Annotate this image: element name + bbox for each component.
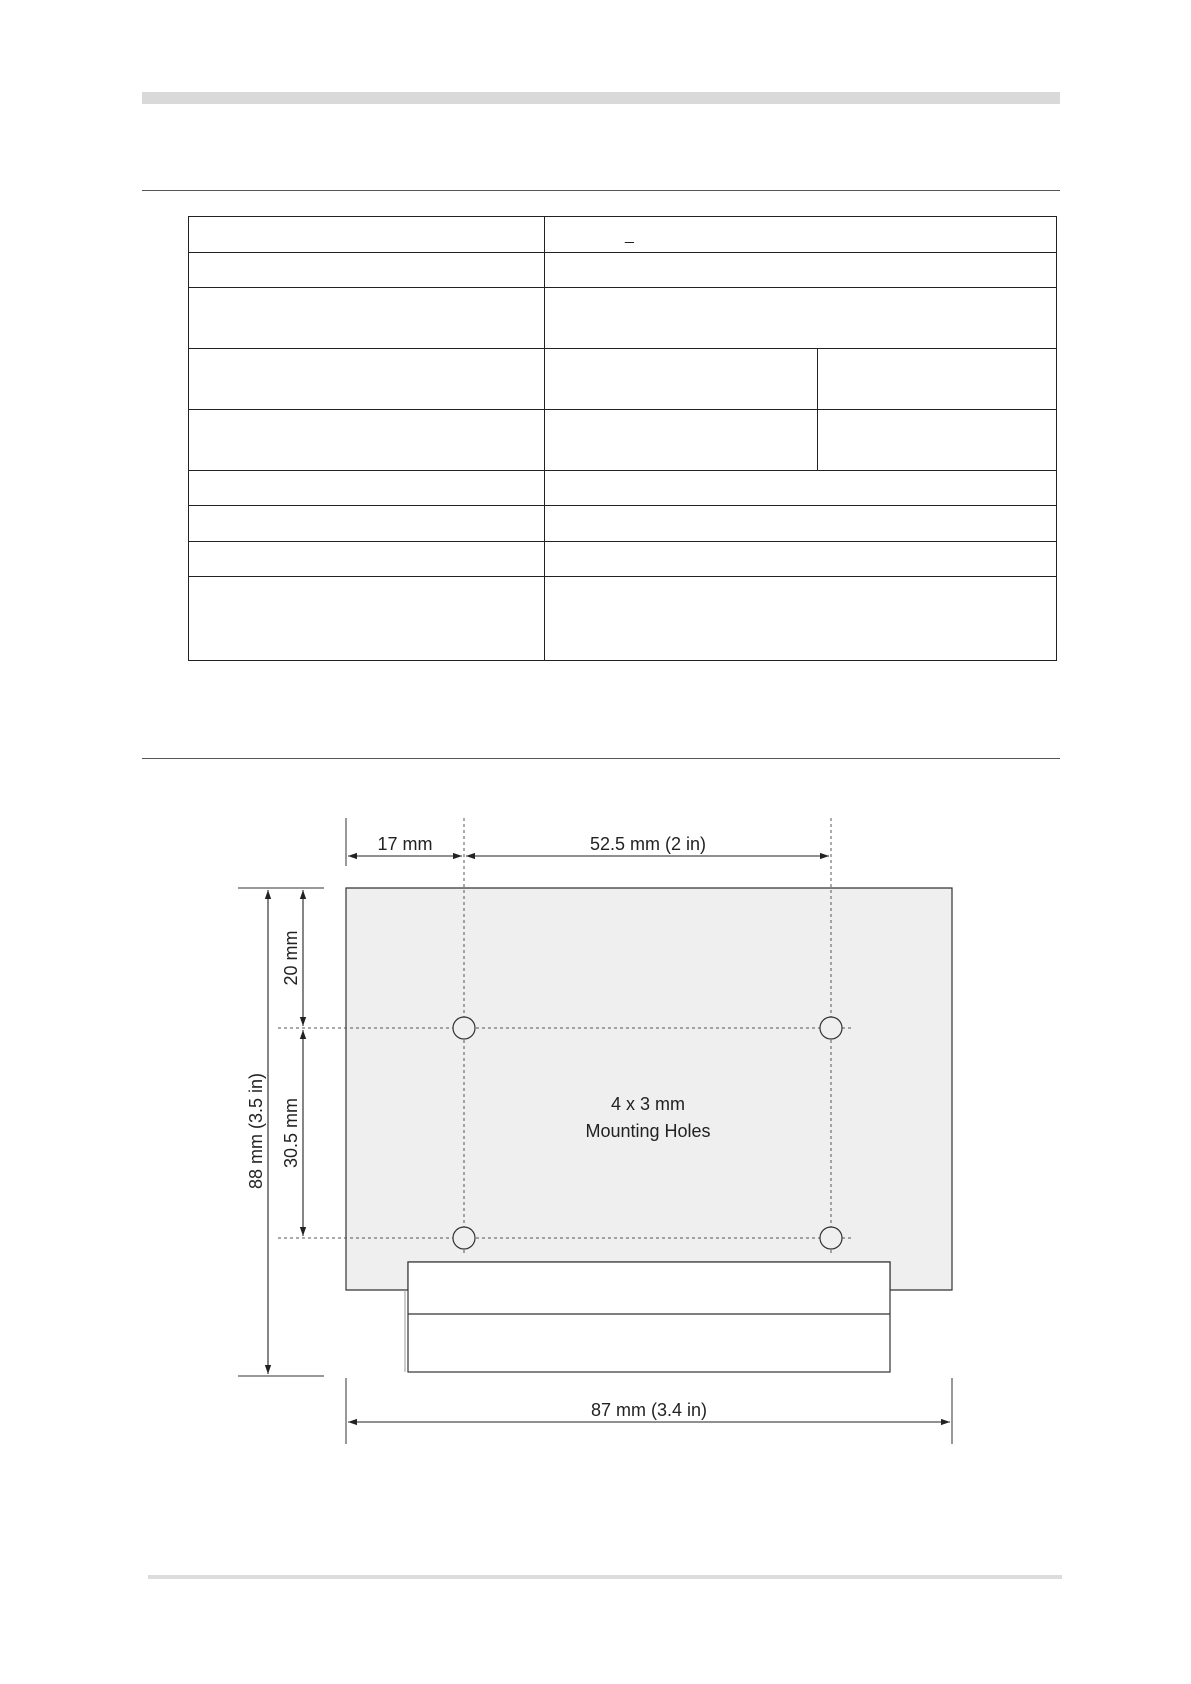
table-cell-text: _ bbox=[625, 227, 634, 244]
dimension-label-left-offset: 17 mm bbox=[377, 834, 433, 854]
dimension-label-hole-spacing-v: 30.5 mm bbox=[281, 1097, 301, 1169]
dimension-label-overall-width: 87 mm (3.4 in) bbox=[590, 1400, 708, 1420]
mounting-hole bbox=[820, 1017, 842, 1039]
connector-block bbox=[408, 1262, 890, 1372]
holes-label-size: 4 x 3 mm bbox=[610, 1094, 686, 1114]
dimension-label-overall-height: 88 mm (3.5 in) bbox=[246, 1072, 266, 1190]
mounting-hole bbox=[453, 1017, 475, 1039]
footer-bar bbox=[148, 1575, 1062, 1579]
board-outline bbox=[346, 888, 952, 1290]
holes-label-title: Mounting Holes bbox=[585, 1121, 711, 1141]
mounting-hole bbox=[820, 1227, 842, 1249]
mounting-hole bbox=[453, 1227, 475, 1249]
dimension-label-hole-spacing-h: 52.5 mm (2 in) bbox=[589, 834, 707, 854]
dimension-label-top-offset: 20 mm bbox=[281, 930, 301, 986]
